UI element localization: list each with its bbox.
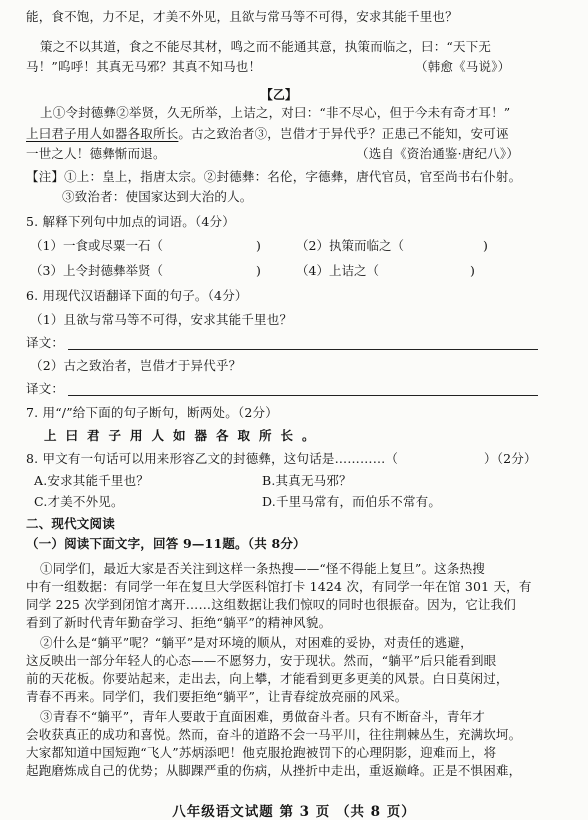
article-line: 青春不再来。同学们，我们要拒绝“躺平”，让青春绽放亮丽的风采。 — [26, 689, 408, 704]
q5-item-3-close: ) — [256, 263, 261, 278]
q6-sentence-2: （2）古之致治者，岂借才于异代乎？ — [30, 358, 242, 373]
article-line: 前的天花板。你要站起来，走出去，向上攀，才能看到更多更美的风景。白日莫闲过， — [26, 671, 509, 686]
option-c: C.才美不外见。 — [34, 494, 124, 509]
page-footer: 八年级语文试题 第 3 页 （共 8 页） — [172, 804, 416, 820]
passage-line: 策之不以其道，食之不能尽其材，鸣之而不能通其意，执策而临之，曰：“天下无 — [40, 39, 492, 54]
q6-sentence-1: （1）且欲与常马等不可得，安求其能千里也？ — [30, 312, 293, 327]
article-line: ②什么是“躺平”呢？“躺平”是对环境的顺从，对困难的妥协，对责任的逃避， — [40, 635, 473, 650]
q7-sentence: 上曰君子用人如器各取所长。 — [44, 428, 324, 443]
question-stem: 7. 用“/”给下面的句子断句，断两处。（2分） — [26, 405, 278, 420]
annotation-note: ③致治者：使国家达到大治的人。 — [62, 189, 253, 204]
q5-item-1: （1）一食或尽粟一石（ — [30, 238, 163, 253]
answer-line[interactable] — [68, 348, 538, 350]
passage-line: 能，食不饱，力不足，才美不外见，且欲与常马等不可得，安求其能千里也？ — [26, 9, 458, 24]
passage-line: 上①令封德彝②举贤，久无所举，上诘之，对曰：“非不尽心，但于今未有奇才耳！” — [40, 105, 511, 120]
subsection-heading: （一）阅读下面文字，回答 9—11题。（共 8分） — [26, 536, 306, 551]
passage-line: 一世之人！德彝惭而退。 — [26, 146, 166, 161]
article-line: 看到了新时代青年勤奋学习、拒绝“躺平”的精神风貌。 — [26, 615, 332, 630]
section-heading: 二、现代文阅读 — [26, 516, 115, 531]
article-line: 会收获真正的成功和喜悦。然而，奋斗的道路不会一马平川，往往荆棘丛生，充满坎坷。 — [26, 727, 522, 742]
article-line: 这反映出一部分年轻人的心态——不愿努力，安于现状。然而，“躺平”后只能看到眼 — [26, 653, 497, 668]
q5-item-3: （3）上令封德彝举贤（ — [30, 263, 163, 278]
answer-label: 译文： — [26, 381, 65, 396]
answer-line[interactable] — [68, 394, 538, 396]
passage-line: 马！”呜呼！其真无马邪？其真不知马也！ — [26, 59, 262, 74]
answer-label: 译文： — [26, 335, 65, 350]
q5-item-4-close: ) — [470, 263, 475, 278]
passage-text: 。古之致治者③，岂借才于异代乎？正患己不能知，安可诬 — [178, 126, 509, 141]
article-line: 大家都知道中国短跑“飞人”苏炳添吧！他克服抢跑被罚下的心理阴影，迎难而上，将 — [26, 745, 497, 760]
q5-item-2-close: ) — [483, 238, 488, 253]
q5-item-1-close: ) — [256, 238, 261, 253]
question-stem: 6. 用现代汉语翻译下面的句子。（4分） — [26, 288, 248, 303]
option-b: B.其真无马邪？ — [262, 473, 352, 488]
question-score: ）（2分） — [484, 451, 537, 466]
article-line: ①同学们，最近大家是否关注到这样一条热搜——“怪不得能上复旦”。这条热搜 — [40, 561, 485, 576]
annotation-note: 【注】①上：皇上，指唐太宗。②封德彝：名伦，字德彝，唐代官员，官至尚书右仆射。 — [26, 169, 522, 184]
section-title: 【乙】 — [260, 87, 298, 102]
q5-item-2: （2）执策而临之（ — [296, 238, 404, 253]
underlined-sentence: 上曰君子用人如器各取所长 — [26, 126, 179, 141]
article-line: 同学 225 次学到闭馆才离开……这组数据让我们惊叹的同时也很振奋。因为，它让我们 — [26, 597, 517, 612]
article-line: 中有一组数据：有同学一年在复旦大学医科馆打卡 1424 次，有同学一年在馆 301 天，有 — [26, 579, 532, 594]
passage-source: （选自《资治通鉴·唐纪八》） — [356, 146, 520, 161]
passage-source: （韩愈《马说》） — [415, 59, 511, 74]
passage-line — [26, 125, 509, 143]
question-stem: 8. 甲文有一句话可以用来形容乙文的封德彝，这句话是…………（ — [26, 451, 399, 466]
option-d: D.千里马常有，而伯乐不常有。 — [262, 494, 442, 509]
question-stem: 5. 解释下列句中加点的词语。（4分） — [26, 214, 235, 229]
article-line: 起跑磨炼成自己的优势；从脚踝严重的伤病，从挫折中走出，重返巅峰。正是不惧困难， — [26, 763, 522, 778]
article-line: ③青春不“躺平”，青年人要敢于直面困难，勇做奋斗者。只有不断奋斗，青年才 — [40, 709, 485, 724]
q5-item-4: （4）上诘之（ — [296, 263, 379, 278]
option-a: A.安求其能千里也？ — [34, 473, 150, 488]
